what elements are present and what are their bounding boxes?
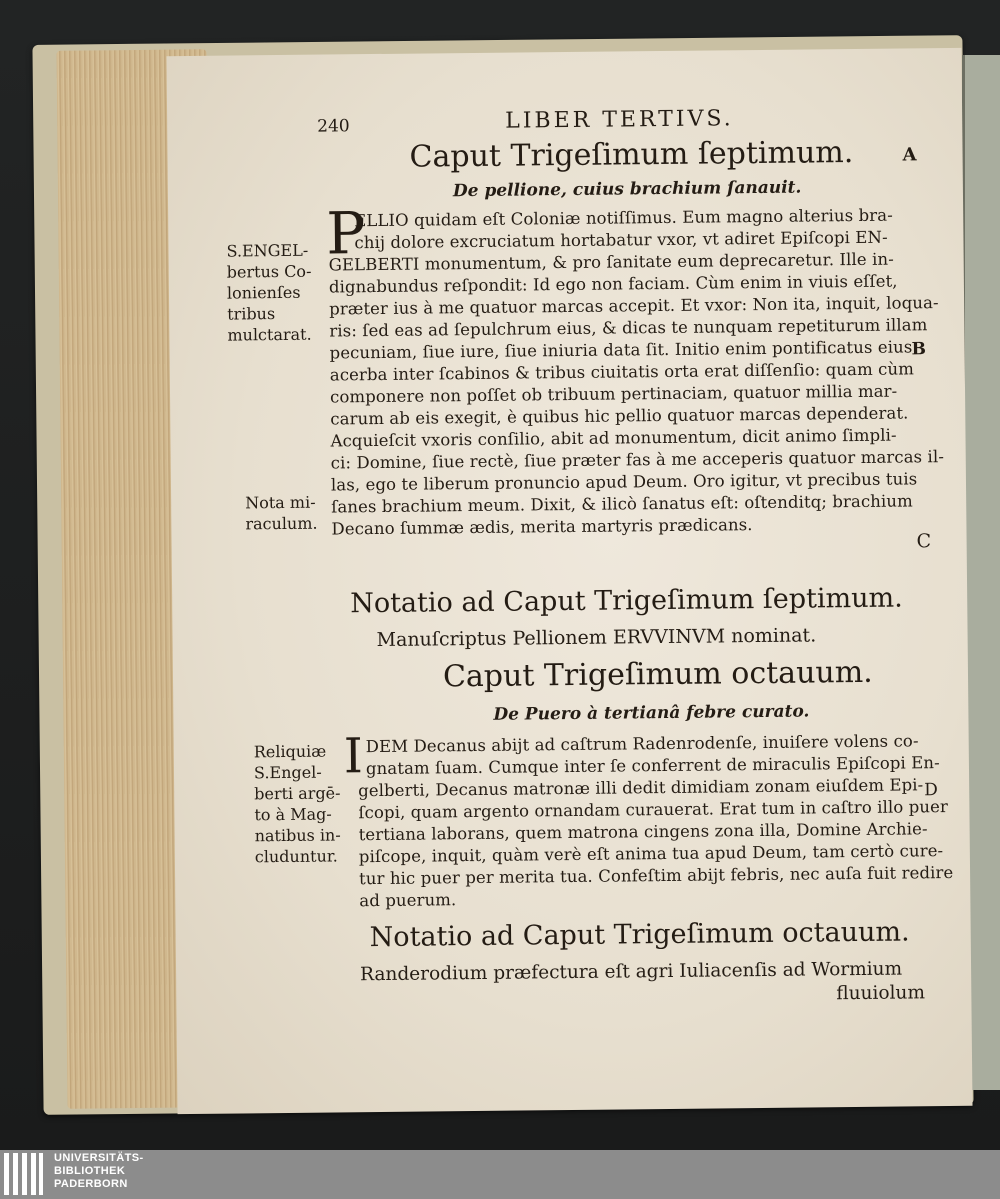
drop-initial-i: I	[343, 728, 364, 785]
text-line: ad puerum.	[359, 890, 457, 911]
page-number: 240	[317, 116, 350, 137]
text-line: carum ab eis exegit, è quibus hic pellio quatuor marcas dependerat.	[330, 403, 909, 429]
notatio-38-title: Notatio ad Caput Trigeſimum octauum.	[369, 916, 910, 954]
text-line: Decano ſummæ ædis, merita martyris prædicans.	[331, 515, 753, 539]
library-name-line-3: PADERBORN	[54, 1178, 128, 1190]
text-line: ſcopi, quam argento ornandam curauerat. Erat tum in caſtro illo puer	[358, 797, 949, 823]
margin-line: Nota mi-	[245, 492, 316, 513]
text-line: ſanes brachium meum. Dixit, & ilicò ſanatus eſt: oſtenditq; brachium	[331, 491, 913, 517]
text-line: chij dolore excruciatum hortabatur vxor, vt adiret Epiſcopi EN-	[354, 227, 888, 253]
text-line: componere non poſſet ob tribuum pertinaciam, quatuor millia mar-	[329, 381, 898, 407]
margin-line: to à Mag-	[254, 804, 332, 825]
text-line: DEM Decanus abijt ad caſtrum Radenrodenſe, inuiſere volens co-	[365, 731, 919, 757]
running-head: LIBER TERTIVS.	[505, 106, 734, 134]
margin-line: S.Engel-	[253, 762, 322, 783]
book-page	[166, 48, 972, 1114]
text-line: tertiana laborans, quem matrona cingens zona illa, Domine Archie-	[358, 819, 928, 845]
margin-line: bertus Co-	[226, 261, 312, 282]
library-name-line-1: UNIVERSITÄTS-	[54, 1152, 144, 1164]
text-line: pecuniam, ſiue iure, ſiue iniuria data ſit. Initio enim pontificatus eius	[329, 337, 913, 363]
chapter-37-subtitle: De pellione, cuius brachium ſanauit.	[452, 177, 802, 202]
library-name-line-2: BIBLIOTHEK	[54, 1165, 126, 1177]
chapter-38-title: Caput Trigeſimum octauum.	[442, 654, 873, 695]
section-letter-b: B	[911, 339, 927, 360]
text-line: dignabundus reſpondit: Id ego non faciam. Cùm enim in viuis eſſet,	[328, 271, 898, 297]
margin-line: natibus in-	[254, 825, 341, 846]
text-line: tur hic puer per merita tua. Confeſtim abijt febris, nec auſa fuit redire	[359, 862, 954, 889]
text-line: GELBERTI monumentum, & pro ſanitate eum deprecaretur. Ille in-	[328, 249, 894, 275]
margin-line: S.ENGEL-	[226, 240, 309, 261]
margin-line: raculum.	[245, 513, 318, 534]
chapter-37-title: Caput Trigeſimum ſeptimum.	[409, 135, 854, 175]
text-line: ci: Domine, ſiue rectè, ſiue præter fas à me acceperis quatuor marcas il-	[330, 447, 945, 473]
library-logo-icon	[4, 1153, 44, 1195]
notatio-37-text: Manuſcriptus Pellionem ERVVINVM nominat.	[376, 624, 817, 652]
section-letter-a: A	[902, 144, 917, 166]
text-line: piſcope, inquit, quàm verè eſt anima tua apud Deum, tam certò cure-	[358, 841, 944, 867]
library-footer	[0, 1150, 1000, 1199]
text-line: acerba inter ſcabinos & tribus ciuitatis orta erat diſſenſio: quam cùm	[329, 359, 915, 385]
catchword: fluuiolum	[836, 982, 926, 1005]
margin-line: Reliquiæ	[253, 741, 327, 762]
margin-line: cluduntur.	[254, 846, 338, 867]
notatio-37-title: Notatio ad Caput Trigeſimum ſeptimum.	[350, 582, 903, 620]
drop-initial-p: P	[325, 199, 366, 268]
text-line: ris: ſed eas ad ſepulchrum eius, & dicas te nunquam repetiturum illam	[329, 315, 928, 341]
section-letter-d: D	[924, 780, 938, 801]
margin-line: tribus	[227, 304, 276, 324]
margin-line: berti argē-	[254, 783, 341, 804]
text-line: las, ego te liberum pronuncio apud Deum. Oro igitur, vt precibus tuis	[330, 469, 918, 495]
margin-line: lonienſes	[226, 282, 301, 303]
chapter-38-subtitle: De Puero à tertianâ febre curato.	[493, 701, 810, 725]
section-letter-c: C	[916, 530, 932, 553]
text-line: Acquieſcit vxoris conſilio, abit ad monumentum, dicit animo ſimpli-	[330, 425, 897, 451]
text-line: ELLIO quidam eſt Coloniæ notiſſimus. Eum magno alterius bra-	[354, 205, 893, 231]
text-line: gelberti, Decanus matronæ illi dedit dimidiam zonam eiuſdem Epi-	[358, 775, 924, 801]
text-line: gnatam ſuam. Cumque inter ſe conferrent de miraculis Epiſcopi En-	[365, 753, 940, 779]
notatio-38-text: Randerodium præfectura eſt agri Iuliacenſis ad Wormium	[360, 958, 903, 986]
text-line: præter ius à me quatuor marcas accepit. Et vxor: Non ita, inquit, loqua-	[329, 293, 939, 319]
margin-line: mulctarat.	[227, 324, 312, 345]
